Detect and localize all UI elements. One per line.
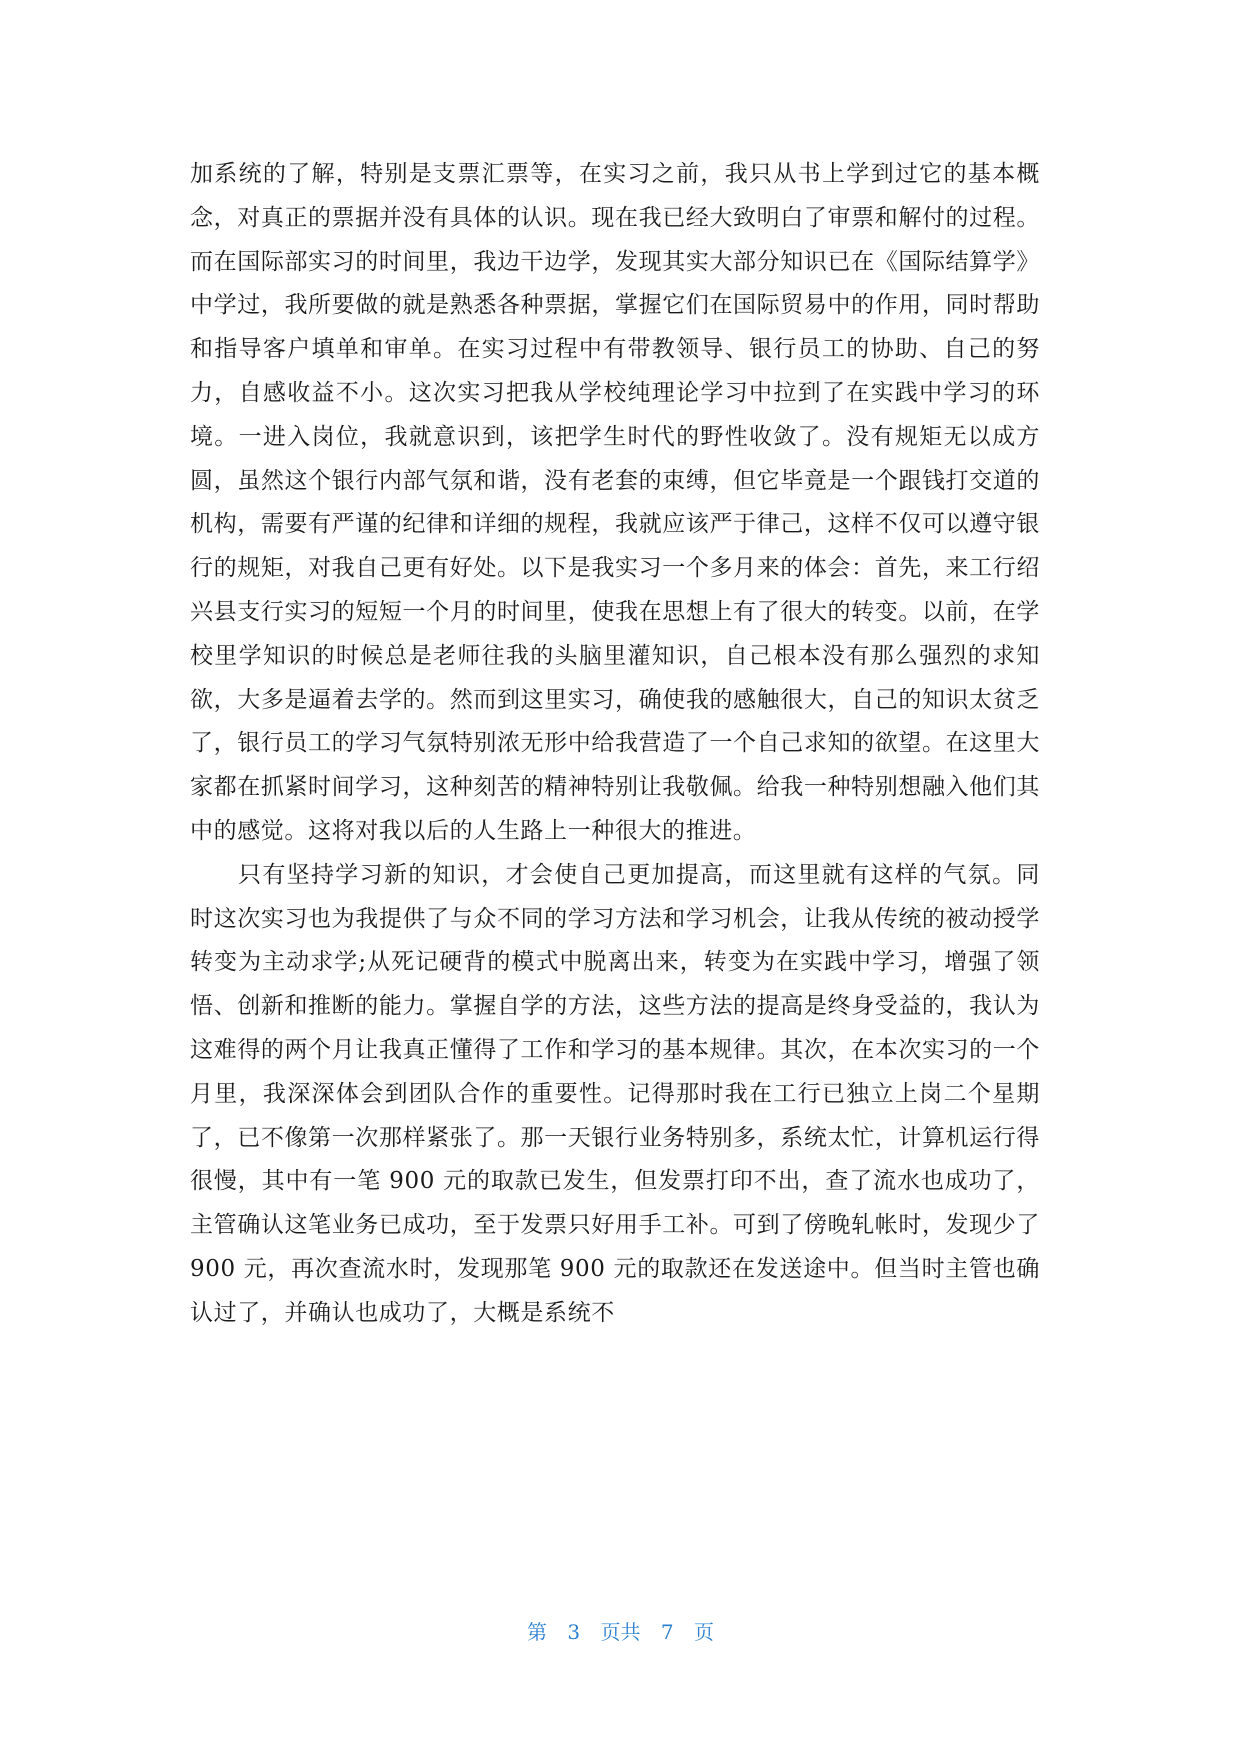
page-footer bbox=[0, 1616, 1241, 1645]
footer-label-di: 第 bbox=[527, 1620, 548, 1644]
footer-total-pages: 7 bbox=[660, 1620, 674, 1644]
footer-label-ye-gong: 页共 bbox=[600, 1620, 641, 1644]
paragraph-1: 加系统的了解，特别是支票汇票等，在实习之前，我只从书上学到过它的基本概念，对真正的票据并没有具体的认识。现在我已经大致明白了审票和解付的过程。而在国际部实习的时间里，我边干边学，发现其实大部分知识已在《国际结算学》中学过，我所要做的就是熟悉各种票据，掌握它们在国际贸易中的作用，同时帮助和指导客户填单和审单。在实习过程中有带教领导、银行员工的协助、自己的努力，自感收益不小。这次实习把我从学校纯理论学习中拉到了在实践中学习的环境。一进入岗位，我就意识到，该把学生时代的野性收敛了。没有规矩无以成方圆，虽然这个银行内部气氛和谐，没有老套的束缚，但它毕竟是一个跟钱打交道的机构，需要有严谨的纪律和详细的规程，我就应该严于律己，这样不仅可以遵守银行的规矩，对我自己更有好处。以下是我实习一个多月来的体会：首先，来工行绍兴县支行实习的短短一个月的时间里，使我在思想上有了很大的转变。以前，在学校里学知识的时候总是老师往我的头脑里灌知识，自己根本没有那么强烈的求知欲，大多是逼着去学的。然而到这里实习，确使我的感触很大，自己的知识太贫乏了，银行员工的学习气氛特别浓无形中给我营造了一个自己求知的欲望。在这里大家都在抓紧时间学习，这种刻苦的精神特别让我敬佩。给我一种特别想融入他们其中的感觉。这将对我以后的人生路上一种很大的推进。 bbox=[190, 161, 1040, 844]
footer-current-page: 3 bbox=[567, 1620, 581, 1644]
body-text bbox=[190, 153, 1040, 1336]
paragraph-2: 只有坚持学习新的知识，才会使自己更加提高，而这里就有这样的气氛。同时这次实习也为我提供了与众不同的学习方法和学习机会，让我从传统的被动授学转变为主动求学;从死记硬背的模式中脱离出来，转变为在实践中学习，增强了领悟、创新和推断的能力。掌握自学的方法，这些方法的提高是终身受益的，我认为这难得的两个月让我真正懂得了工作和学习的基本规律。其次，在本次实习的一个月里，我深深体会到团队合作的重要性。记得那时我在工行已独立上岗二个星期了，已不像第一次那样紧张了。那一天银行业务特别多，系统太忙，计算机运行得很慢，其中有一笔 900 元的取款已发生，但发票打印不出，查了流水也成功了，主管确认这笔业务已成功，至于发票只好用手工补。可到了傍晚轧帐时，发现少了 900 元，再次查流水时，发现那笔 900 元的取款还在发送途中。但当时主管也确认过了，并确认也成功了，大概是系统不 bbox=[190, 861, 1040, 1326]
footer-label-ye: 页 bbox=[693, 1620, 714, 1644]
